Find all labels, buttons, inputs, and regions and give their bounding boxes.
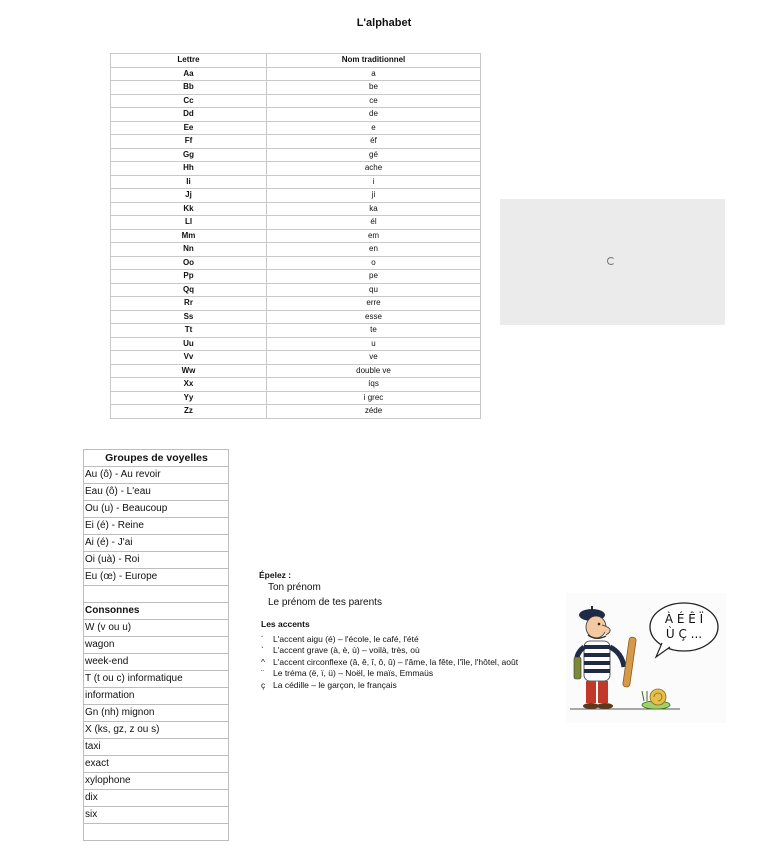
group-row xyxy=(84,773,229,790)
accent-symbol: ` xyxy=(261,645,264,655)
vowel-groups-body xyxy=(84,450,229,841)
alphabet-row xyxy=(111,108,481,122)
accent-row xyxy=(261,645,518,657)
letter-name-cell: e xyxy=(267,121,481,135)
page-title: L'alphabet xyxy=(356,17,412,29)
accents-section xyxy=(261,619,518,691)
letter-name-cell: be xyxy=(267,81,481,95)
letter-cell: Uu xyxy=(111,337,267,351)
group-row xyxy=(84,722,229,739)
letter-name-cell: double ve xyxy=(267,364,481,378)
alphabet-row xyxy=(111,310,481,324)
accent-symbol: ç xyxy=(261,679,266,690)
letter-name-cell: de xyxy=(267,108,481,122)
group-row xyxy=(84,705,229,722)
letter-name-cell: esse xyxy=(267,310,481,324)
accents-heading: Les accents xyxy=(261,619,310,629)
alphabet-row xyxy=(111,378,481,392)
group-cell: Oi (uà) - Roi xyxy=(84,552,229,569)
group-row xyxy=(84,569,229,586)
group-row xyxy=(84,484,229,501)
epelez-item: Le prénom de tes parents xyxy=(268,597,382,608)
accent-row xyxy=(261,657,518,669)
letter-name-cell: ve xyxy=(267,351,481,365)
alphabet-row xyxy=(111,81,481,95)
group-cell: wagon xyxy=(84,637,229,654)
letter-name-cell: i grec xyxy=(267,391,481,405)
group-row xyxy=(84,535,229,552)
letter-name-cell: él xyxy=(267,216,481,230)
alphabet-row xyxy=(111,229,481,243)
letter-cell: Mm xyxy=(111,229,267,243)
accent-symbol: ´ xyxy=(261,633,264,644)
group-cell: X (ks, gz, z ou s) xyxy=(84,722,229,739)
group-cell: Ai (é) - J'ai xyxy=(84,535,229,552)
letter-name-cell: zéde xyxy=(267,405,481,419)
letter-cell: Xx xyxy=(111,378,267,392)
alphabet-row xyxy=(111,351,481,365)
alphabet-row xyxy=(111,148,481,162)
alphabet-row xyxy=(111,391,481,405)
group-cell: W (v ou u) xyxy=(84,620,229,637)
group-row xyxy=(84,620,229,637)
vowel-groups-header: Groupes de voyelles xyxy=(84,450,229,467)
alphabet-header-letter: Lettre xyxy=(111,54,267,68)
letter-cell: Ww xyxy=(111,364,267,378)
alphabet-row xyxy=(111,175,481,189)
accent-symbol: ¨ xyxy=(261,668,264,678)
alphabet-row xyxy=(111,162,481,176)
letter-cell: Kk xyxy=(111,202,267,216)
letter-name-cell: pe xyxy=(267,270,481,284)
accent-row xyxy=(261,680,518,692)
letter-name-cell: u xyxy=(267,337,481,351)
alphabet-table-body xyxy=(111,67,481,418)
letter-name-cell: ka xyxy=(267,202,481,216)
accent-description: L'accent grave (à, è, ù) – voilà, très, où xyxy=(273,645,420,655)
group-row xyxy=(84,824,229,841)
alphabet-row xyxy=(111,243,481,257)
alphabet-row xyxy=(111,256,481,270)
group-row xyxy=(84,552,229,569)
letter-cell: Ff xyxy=(111,135,267,149)
letter-name-cell: ache xyxy=(267,162,481,176)
letter-cell: Aa xyxy=(111,67,267,81)
group-row xyxy=(84,671,229,688)
group-cell xyxy=(84,824,229,841)
letter-name-cell: i xyxy=(267,175,481,189)
accent-description: La cédille – le garçon, le français xyxy=(273,679,397,690)
epelez-section xyxy=(259,570,382,610)
group-cell: Ei (é) - Reine xyxy=(84,518,229,535)
letter-name-cell: em xyxy=(267,229,481,243)
group-cell: exact xyxy=(84,756,229,773)
alphabet-row xyxy=(111,337,481,351)
alphabet-header-name: Nom traditionnel xyxy=(267,54,481,68)
letter-cell: Ss xyxy=(111,310,267,324)
accent-symbol: ^ xyxy=(261,656,265,667)
letter-cell: Vv xyxy=(111,351,267,365)
alphabet-row xyxy=(111,283,481,297)
speech-bubble-line-2: Ù Ç ... xyxy=(665,627,703,641)
alphabet-row xyxy=(111,189,481,203)
alphabet-row xyxy=(111,67,481,81)
letter-cell: Qq xyxy=(111,283,267,297)
group-row xyxy=(84,688,229,705)
group-row xyxy=(84,467,229,484)
letter-cell: Bb xyxy=(111,81,267,95)
alphabet-row xyxy=(111,94,481,108)
group-cell: taxi xyxy=(84,739,229,756)
accent-row xyxy=(261,634,518,646)
group-cell: Ou (u) - Beaucoup xyxy=(84,501,229,518)
accent-description: Le tréma (ë, ï, ü) – Noël, le maïs, Emmaüs xyxy=(273,668,434,678)
letter-cell: Cc xyxy=(111,94,267,108)
video-placeholder[interactable] xyxy=(500,199,725,325)
letter-cell: Dd xyxy=(111,108,267,122)
letter-name-cell: o xyxy=(267,256,481,270)
group-cell: T (t ou c) informatique xyxy=(84,671,229,688)
letter-cell: Yy xyxy=(111,391,267,405)
letter-cell: Gg xyxy=(111,148,267,162)
letter-name-cell: éf xyxy=(267,135,481,149)
group-cell: dix xyxy=(84,790,229,807)
vowel-groups-table xyxy=(83,449,229,841)
alphabet-row xyxy=(111,216,481,230)
alphabet-row xyxy=(111,297,481,311)
group-cell: information xyxy=(84,688,229,705)
letter-name-cell: a xyxy=(267,67,481,81)
letter-cell: Zz xyxy=(111,405,267,419)
letter-name-cell: ce xyxy=(267,94,481,108)
group-row xyxy=(84,790,229,807)
group-row xyxy=(84,739,229,756)
letter-name-cell: ji xyxy=(267,189,481,203)
letter-name-cell: íqs xyxy=(267,378,481,392)
letter-cell: Rr xyxy=(111,297,267,311)
group-row xyxy=(84,501,229,518)
accent-description: L'accent aigu (é) – l'école, le café, l'été xyxy=(273,633,419,644)
letter-name-cell: en xyxy=(267,243,481,257)
alphabet-row xyxy=(111,270,481,284)
group-cell: six xyxy=(84,807,229,824)
group-cell: xylophone xyxy=(84,773,229,790)
letter-cell: Oo xyxy=(111,256,267,270)
loading-spinner-icon xyxy=(607,257,615,265)
alphabet-table xyxy=(110,53,481,419)
group-cell: Eu (œ) - Europe xyxy=(84,569,229,586)
accent-row xyxy=(261,668,518,680)
letter-cell: Jj xyxy=(111,189,267,203)
letter-name-cell: te xyxy=(267,324,481,338)
consonants-heading: Consonnes xyxy=(84,603,229,620)
group-cell xyxy=(84,586,229,603)
letter-cell: Ee xyxy=(111,121,267,135)
group-row xyxy=(84,603,229,620)
epelez-heading: Épelez : xyxy=(259,570,292,580)
letter-cell: Nn xyxy=(111,243,267,257)
letter-cell: Tt xyxy=(111,324,267,338)
group-row xyxy=(84,586,229,603)
alphabet-row xyxy=(111,202,481,216)
letter-name-cell: qu xyxy=(267,283,481,297)
epelez-item: Ton prénom xyxy=(268,582,321,593)
letter-cell: Ii xyxy=(111,175,267,189)
group-row xyxy=(84,756,229,773)
group-cell: Gn (nh) mignon xyxy=(84,705,229,722)
group-row xyxy=(84,807,229,824)
group-cell: Eau (ô) - L'eau xyxy=(84,484,229,501)
group-row xyxy=(84,654,229,671)
letter-cell: Pp xyxy=(111,270,267,284)
group-row xyxy=(84,518,229,535)
group-cell: Au (ô) - Au revoir xyxy=(84,467,229,484)
group-cell: week-end xyxy=(84,654,229,671)
letter-name-cell: gé xyxy=(267,148,481,162)
speech-bubble-text xyxy=(652,612,716,642)
accent-description: L'accent circonflexe (â, ê, î, ô, û) – l'âme, la fête, l'île, l'hôtel, août xyxy=(273,656,519,667)
alphabet-row xyxy=(111,364,481,378)
letter-name-cell: erre xyxy=(267,297,481,311)
letter-cell: Hh xyxy=(111,162,267,176)
alphabet-row xyxy=(111,121,481,135)
group-row xyxy=(84,637,229,654)
alphabet-row xyxy=(111,324,481,338)
letter-cell: Ll xyxy=(111,216,267,230)
speech-bubble-line-1: À É Ê Ï xyxy=(664,612,704,626)
alphabet-row xyxy=(111,135,481,149)
alphabet-row xyxy=(111,405,481,419)
